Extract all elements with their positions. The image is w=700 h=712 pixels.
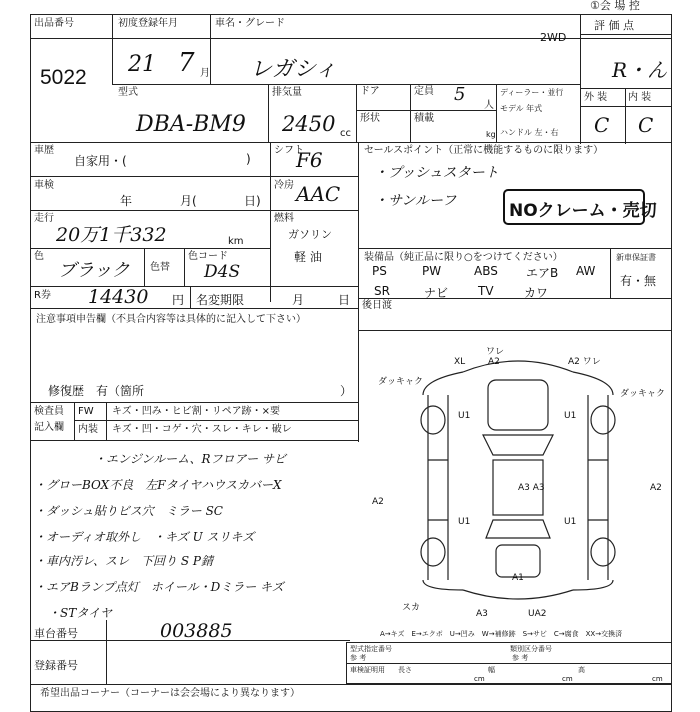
divider: [30, 248, 270, 249]
equipment-aw: AW: [576, 264, 596, 278]
color-change-label: 色替: [150, 262, 170, 273]
note-line-7: ・STタイヤ: [48, 606, 112, 620]
person-unit: 人: [484, 100, 494, 111]
wheel-fr: [591, 406, 615, 434]
note-line-5: ・車内汚レ、スレ 下回り S P錆: [34, 554, 213, 568]
capacity-value: 5: [454, 84, 466, 105]
month-unit: 月: [292, 293, 305, 307]
divider: [106, 620, 107, 684]
divider: [30, 142, 672, 143]
displacement-value: 2450: [282, 112, 336, 136]
diagram-legend: A→キズ E→エクボ U→凹み W→補修跡 S→サビ C→腐食 XX→交換済: [380, 630, 623, 638]
rear-window: [486, 520, 550, 538]
exterior-grade: C: [594, 113, 610, 137]
note-line-1: ・エンジンルーム、Rフロアー サビ: [94, 452, 286, 466]
new-car-warranty-label: 新車保証書: [616, 253, 656, 262]
divider: [270, 142, 271, 302]
later-delivery-label: 後日渡: [362, 300, 392, 311]
divider: [190, 286, 191, 308]
evaluation-label: 評 価 点: [594, 19, 634, 32]
color-code-value: D4S: [204, 262, 241, 282]
divider: [144, 248, 145, 286]
divider: [356, 84, 357, 142]
recycle-label: R券: [34, 290, 51, 301]
diagram-mark: U1: [458, 517, 471, 527]
capacity-label: 定員: [414, 86, 434, 97]
first-registration-label: 初度登録年月: [118, 18, 178, 29]
diagram-mark: ダッキャク: [378, 377, 424, 387]
shift-label: シフト: [274, 145, 304, 156]
diagram-mark: ダッキャク: [620, 389, 666, 399]
cm-unit-2: cm: [562, 675, 573, 683]
divider: [580, 34, 672, 35]
kg-unit: kg: [486, 130, 496, 139]
divider: [580, 106, 672, 107]
diagram-mark: A2 ワレ: [568, 357, 601, 367]
note-line-6: ・エアBランプ点灯 ホイール・Dミラー キズ: [34, 580, 284, 594]
width-label: 幅: [488, 666, 495, 674]
chassis-value: 003885: [160, 620, 233, 642]
inspector-label: 検査員: [34, 406, 64, 417]
interior-items: キズ・凹・コゲ・穴・スレ・キレ・破レ: [112, 424, 292, 435]
equipment-pw: PW: [422, 264, 442, 278]
divider: [74, 420, 358, 421]
mileage-value: 20万1千332: [56, 224, 167, 246]
divider: [30, 440, 358, 441]
load-label: 積載: [414, 113, 434, 124]
diagram-mark: U1: [564, 517, 577, 527]
registration-label: 登録番号: [34, 659, 78, 672]
day-unit: 日): [244, 194, 261, 208]
equipment-sr: SR: [374, 284, 390, 298]
year-unit: 年: [120, 194, 133, 208]
divider: [358, 142, 359, 442]
divider: [358, 330, 672, 331]
diagram-mark: A3: [476, 609, 488, 619]
wheel-rr: [591, 538, 615, 566]
shift-value: F6: [296, 148, 323, 172]
color-code-label: 色コード: [188, 251, 228, 262]
type-value: DBA-BM9: [136, 112, 246, 137]
cm-unit-3: cm: [652, 675, 663, 683]
notes-label: 注意事項申告欄（不具合内容等は具体的に記入して下さい）: [36, 314, 306, 325]
note-line-3: ・ダッシュ貼りビス穴 ミラー SC: [34, 504, 223, 518]
divider: [410, 84, 411, 142]
type-label: 型式: [118, 87, 138, 98]
dealer-label: ディーラー・並行: [500, 88, 564, 97]
title-deadline-label: 名変期限: [196, 293, 245, 307]
yen-unit: 円: [172, 293, 185, 307]
no-claim-stamp: [503, 189, 657, 225]
month-unit: 月(: [180, 194, 197, 208]
diagram-mark: U1: [458, 411, 471, 421]
model-name-label: 車名・グレード: [215, 18, 285, 29]
month-unit: 月: [200, 68, 210, 79]
diagram-mark: XL: [454, 357, 466, 367]
diagram-mark: A2: [488, 357, 500, 367]
category-label: 類別区分番号: [510, 645, 552, 653]
divider: [346, 663, 672, 664]
equipment-abs: ABS: [474, 264, 498, 278]
registration-year: 21: [128, 52, 156, 77]
length-label: 長さ: [398, 666, 412, 674]
model-name: レガシィ: [250, 57, 337, 82]
divider: [30, 308, 358, 309]
model-spec-label: 型式指定番号: [350, 645, 392, 653]
copy-label: ①会 場 控: [590, 0, 640, 12]
repair-history: 修復歴 有（箇所: [48, 384, 145, 398]
fw-items: キズ・凹み・ヒビ割・リペア跡・×要: [112, 406, 280, 417]
diagram-mark: ワレ: [486, 347, 505, 357]
windshield: [483, 435, 553, 455]
rear-bumper: [463, 590, 573, 599]
equipment-airbag: エアB: [526, 266, 559, 280]
registration-month: 7: [178, 48, 195, 78]
displacement-label: 排気量: [272, 87, 302, 98]
fuel-label: 燃料: [274, 213, 294, 224]
no-claim-text: NOクレーム・売切: [509, 201, 657, 221]
divider: [268, 84, 269, 142]
divider: [358, 248, 672, 249]
footer-label: 希望出品コーナー（コーナーは会会場により異なります）: [40, 688, 300, 699]
ac-value: AAC: [296, 182, 341, 206]
reference-label: 参 考: [350, 654, 367, 662]
fuel-light-oil: 軽 油: [294, 250, 322, 264]
divider: [30, 176, 358, 177]
chassis-label: 車台番号: [34, 627, 78, 640]
diagram-mark: UA2: [528, 609, 547, 619]
ac-label: 冷房: [274, 180, 294, 191]
divider: [30, 210, 358, 211]
divider: [112, 14, 113, 84]
divider: [356, 110, 496, 111]
equipment-tv: TV: [478, 284, 494, 298]
fw-label: FW: [78, 406, 94, 417]
divider: [112, 84, 580, 85]
divider: [106, 402, 107, 440]
diagram-mark: A2: [372, 497, 384, 507]
diagram-mark: スカ: [402, 603, 421, 613]
divider: [625, 88, 626, 144]
drive-type: 2WD: [540, 31, 567, 44]
cc-unit: cc: [340, 128, 351, 139]
interior-grade: C: [638, 113, 654, 137]
divider: [30, 286, 358, 287]
divider: [30, 402, 358, 403]
fuel-gasoline: ガソリン: [288, 228, 332, 241]
inspection-label: 車検: [34, 180, 54, 191]
front-bumper: [463, 361, 573, 372]
equipment-label: 装備品（純正品に限り○をつけてください）: [364, 252, 563, 263]
diagram-mark: A3 A3: [518, 483, 545, 493]
hood: [488, 380, 548, 430]
color-value: ブラック: [58, 260, 130, 281]
reference-label-2: 参 考: [512, 654, 529, 662]
equipment-ps: PS: [372, 264, 387, 278]
shape-label: 形状: [360, 113, 380, 124]
divider: [210, 14, 211, 84]
height-label: 高: [578, 666, 585, 674]
model-year-label: モデル 年式: [500, 104, 543, 113]
diagram-mark: U1: [564, 411, 577, 421]
sales-point-label: セールスポイント（正常に機能するものに限ります）: [364, 145, 604, 156]
repair-history-close: ）: [340, 384, 353, 398]
exterior-label: 外 装: [584, 92, 608, 103]
usage-close: ): [246, 152, 251, 166]
cm-unit: cm: [474, 675, 485, 683]
warranty-value: 有・無: [620, 274, 657, 288]
lot-number: 5022: [40, 66, 87, 89]
lot-number-label: 出品番号: [34, 18, 74, 29]
divider: [610, 248, 611, 298]
diagram-mark: A1: [512, 573, 524, 583]
km-unit: km: [228, 236, 244, 247]
interior-label: 内 装: [628, 92, 652, 103]
divider: [580, 88, 672, 89]
day-unit: 日: [338, 293, 351, 307]
note-line-4: ・オーディオ取外し ・キズ U スリキズ: [34, 530, 255, 544]
color-label: 色: [34, 251, 44, 262]
divider: [358, 298, 672, 299]
divider: [30, 684, 672, 685]
sales-point-2: ・サンルーフ: [374, 193, 457, 209]
wheel-rl: [421, 538, 445, 566]
damage-diagram: [368, 340, 672, 625]
note-line-2: ・グローBOX不良 左FタイヤハウスカバーX: [34, 478, 282, 492]
wheel-fl: [421, 406, 445, 434]
evaluation-score: R・ん: [612, 58, 668, 82]
divider: [496, 84, 497, 142]
door-label: ドア: [360, 86, 380, 97]
inspector-label-2: 記入欄: [34, 422, 64, 433]
handle-label: ハンドル 左・右: [500, 128, 559, 137]
diagram-mark: A2: [650, 483, 662, 493]
mileage-label: 走行: [34, 213, 54, 224]
divider: [74, 402, 75, 440]
divider: [30, 38, 672, 39]
cert-label: 車検証明用: [350, 666, 385, 674]
interior-inspect-label: 内装: [78, 424, 98, 435]
divider: [184, 248, 185, 286]
usage-value: 自家用・(: [74, 154, 127, 168]
usage-label: 車歴: [34, 145, 54, 156]
recycle-value: 14430: [88, 286, 149, 308]
sales-point-1: ・プッシュスタート: [374, 165, 499, 181]
equipment-cawa: カワ: [524, 286, 549, 300]
equipment-navi: ナビ: [424, 286, 449, 300]
